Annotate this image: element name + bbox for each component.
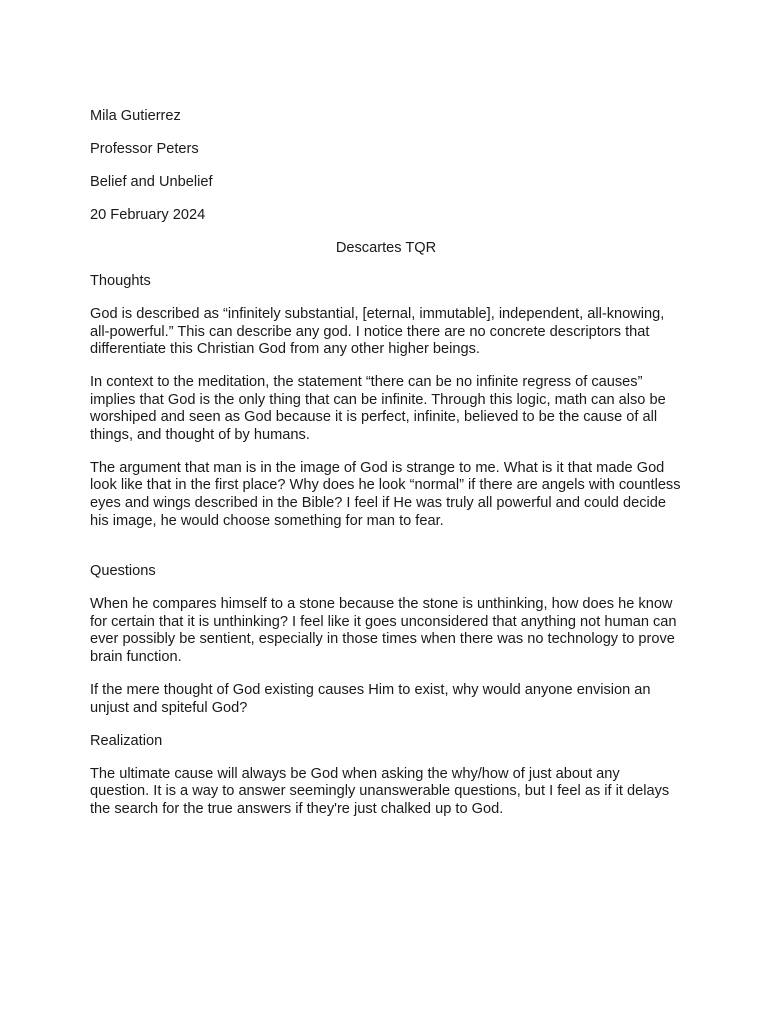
professor-name: Professor Peters bbox=[90, 140, 199, 157]
author-name: Mila Gutierrez bbox=[90, 108, 181, 124]
document-date: 20 February 2024 bbox=[90, 206, 206, 223]
thoughts-paragraph: In context to the meditation, the statement “there can be no infinite regress of causes” implies that God is the only thing that can be infinite. Through this logic, math can also be worshiped and seen as God because it is perfect, infinite, believed to be the cause of all things, and thought of by humans. bbox=[90, 374, 666, 443]
realization-paragraph: The ultimate cause will always be God when asking the why/how of just about any question. It is a way to answer seemingly unanswerable questions, but I feel as if it delays the search for the true answers if they're just chalked up to God. bbox=[90, 765, 670, 817]
questions-paragraph: If the mere thought of God existing causes Him to exist, why would anyone envision an unjust and spiteful God? bbox=[90, 681, 651, 716]
thoughts-paragraph: God is described as “infinitely substantial, [eternal, immutable], independent, all-knowing, all-powerful.” This can describe any god. I notice there are no concrete descriptors that differentiate this Christian God from any other higher beings. bbox=[90, 305, 665, 358]
section-heading-questions: Questions bbox=[90, 563, 156, 580]
section-heading-thoughts: Thoughts bbox=[90, 272, 151, 289]
section-heading-realization: Realization bbox=[90, 732, 163, 749]
course-name: Belief and Unbelief bbox=[90, 173, 213, 190]
questions-paragraph: When he compares himself to a stone because the stone is unthinking, how does he know for certain that it is unthinking? I feel like it goes unconsidered that anything not human can ever possibly be sentient, especially in those times when there was no technology to prove brain function. bbox=[90, 596, 677, 665]
document-page bbox=[90, 108, 682, 834]
thoughts-paragraph: The argument that man is in the image of God is strange to me. What is it that made God look like that in the first place? Why does he look “normal” if there are angels with countless eyes and wings described in the Bible? I feel if He was truly all powerful and could decide his image, he would choose something for man to fear. bbox=[90, 459, 681, 529]
document-title: Descartes TQR bbox=[335, 239, 437, 256]
